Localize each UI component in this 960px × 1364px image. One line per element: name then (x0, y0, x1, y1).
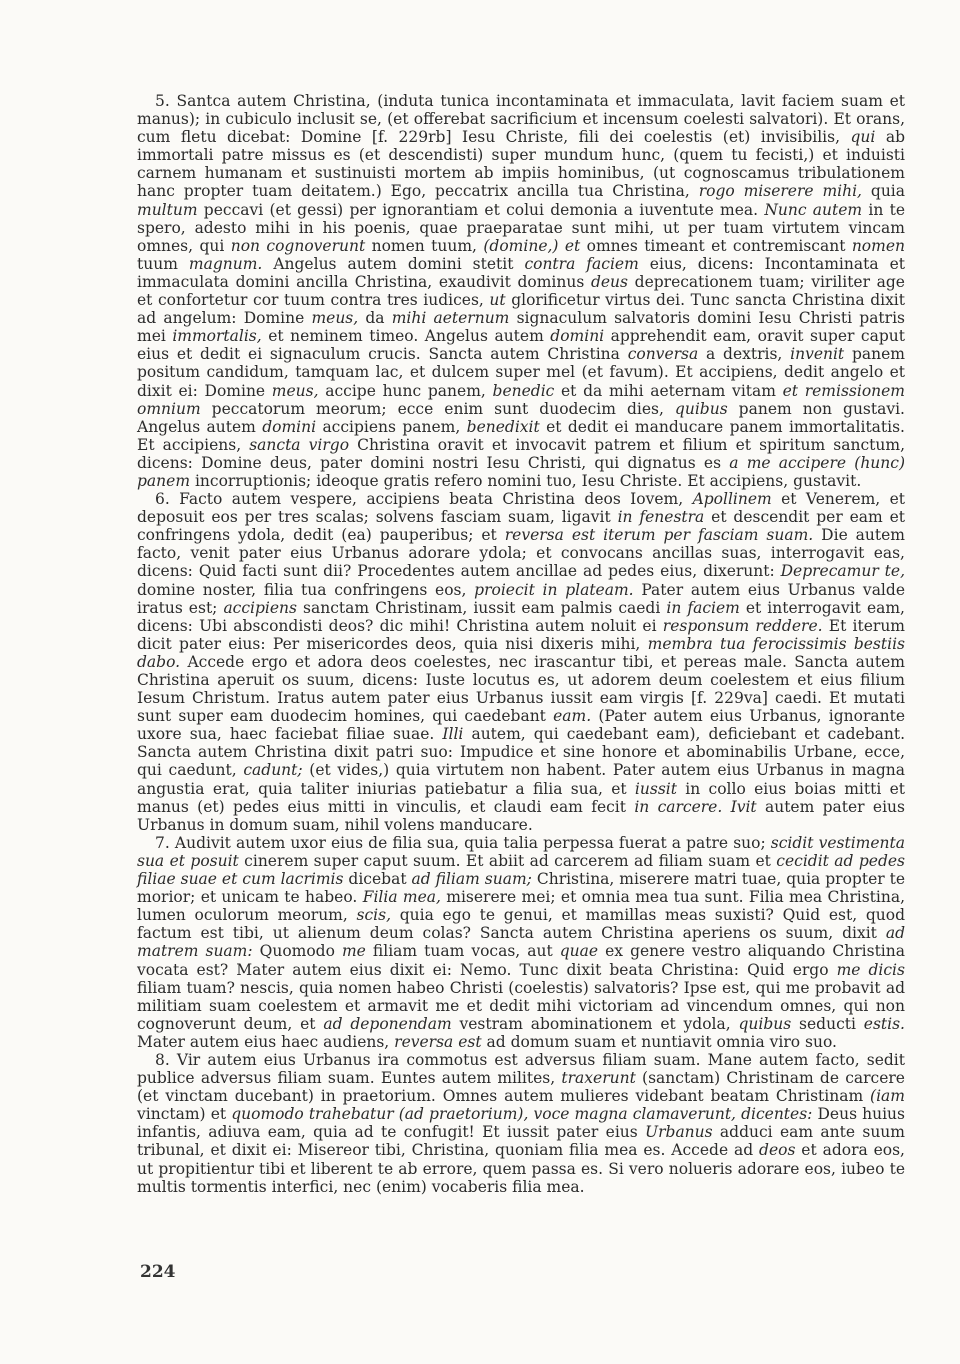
italic-text-run: immortalis, (172, 327, 262, 346)
italic-text-run: ad matrem suam: (137, 924, 905, 961)
text-run: in te spero, adesto mihi in his poenis, quae praeparatae sunt mihi, ut per tuam virtutem vincam omnes, qui (137, 200, 905, 255)
paragraph-6 (137, 490, 905, 834)
italic-text-run: invenit (790, 345, 845, 364)
text-run: Angelus autem domini stetit (262, 254, 525, 273)
text-run: 5. Santca autem Christina, (induta tunica incontaminata et immaculata, lavit faciem suam et manus); in cubiculo inclusit se, (et offerebat sacrificium et incensum coelesti salvatori). Et orans, cum fletu dicebat: Domine [f. 229rb] Iesu Christe, fili dei coelestis (et) invisibilis, (137, 92, 905, 147)
text-run: peccavi (et gessi) per ignorantiam et colui demonia a iuventute mea. (197, 200, 765, 219)
italic-text-run: in faciem (666, 598, 740, 617)
italic-text-run: reversa est iterum per fasciam suam. (504, 526, 814, 545)
text-run: (Pater autem eius Urbanus, ignorante uxore sua, haec faciebat filiae suae. (137, 707, 905, 744)
page-number: 224 (140, 1262, 176, 1282)
italic-text-run: benedic (492, 381, 555, 400)
italic-text-run: multum (137, 200, 198, 219)
italic-text-run: reversa est (394, 1032, 482, 1051)
italic-text-run: quibus (738, 1014, 792, 1033)
text-run: quia (861, 182, 905, 201)
text-run: vinctam) et (137, 1105, 232, 1124)
italic-text-run: in fenestra (617, 508, 705, 527)
italic-text-run: meus, (271, 381, 319, 400)
italic-text-run: benedixit (466, 417, 540, 436)
text-run: et descendit per eam et confringens ydola, dedit (ea) pauperibus; et (137, 508, 905, 545)
text-run: signaculum salvatoris domini Iesu Christi patris mei (137, 309, 905, 346)
text-run: sanctam Christinam, iussit eam palmis caedi (297, 598, 667, 617)
text-run: cinerem super caput suum. Et abiit ad carcerem ad filiam suam et (238, 851, 777, 870)
italic-text-run: non cognoverunt (230, 236, 366, 255)
text-run: eius, dicens: Incontaminata et immaculata domini ancilla Christina, exaudivit dominus (137, 254, 905, 291)
text-run: et adora eos, ut propitientur tibi et liberent te ab errore, quem passa es. Si vero nolueris adorare eos, iubeo te multis tormentis interfici, nec (enim) vocaberis filia mea. (137, 1141, 905, 1196)
text-run: a dextris, (698, 345, 791, 364)
text-run: Die autem facto, venit pater eius Urbanus adorare ydola; et convocans ancillas suas, interrogavit eas, dicens: Quid facti sunt dii? Procedentes autem ancillae ad pedes eius, dixerunt: (137, 526, 906, 581)
text-run: filiam tuam? nescis, quia nomen habeo Christi (coelestis) salvatoris? Ipse est, qui me probavit ad militiam suam coelestem et armavit me et dedit mihi victoriam ad vincendum omnes, qui non cognoverunt deum, et (137, 978, 905, 1033)
text-run: vestram abominationem et ydola, (451, 1014, 739, 1033)
italic-text-run: meus, (311, 309, 359, 328)
text-run: in collo eius boias mitti et manus (et) pedes eius mitti in vinculis, et claudi eam fecit (137, 779, 905, 816)
text-run: et interrogavit eam, dicens: Ubi abscondisti deos? dic mihi! Christina autem noluit ei (137, 598, 905, 635)
italic-text-run: rogo miserere mihi, (698, 182, 862, 201)
italic-text-run: ad deponendam (323, 1014, 452, 1033)
text-run: tuum (137, 254, 189, 273)
text-run: glorificetur virtus dei. Tunc sancta Christina dixit ad angelum: Domine (137, 291, 905, 328)
italic-text-run: Illi (442, 725, 464, 744)
text-run: seducti (791, 1014, 864, 1033)
italic-text-run: (iam (870, 1087, 905, 1106)
italic-text-run: qui (850, 128, 876, 147)
italic-text-run: deos (759, 1141, 796, 1160)
italic-text-run: iussit (634, 779, 677, 798)
italic-text-run: scis, (356, 906, 392, 925)
text-run: et neminem timeo. Angelus autem (261, 327, 551, 346)
text-run: Deus huius infantis, adiuva eam, quia ad te confugit! Et iussit pater eius (137, 1105, 905, 1142)
italic-text-run: me (341, 942, 366, 961)
text-run: accipiens panem, (316, 417, 467, 436)
italic-text-run: ut (489, 291, 506, 310)
italic-text-run: traxerunt (561, 1069, 636, 1088)
italic-text-run: accipiens (223, 598, 297, 617)
text-run: 6. Facto autem vespere, accipiens beata Christina deos Iovem, (155, 490, 693, 509)
italic-text-run: conversa (627, 345, 699, 364)
italic-text-run: responsum reddere. (662, 616, 823, 635)
italic-text-run: Deprecamur te, (780, 562, 905, 581)
italic-text-run: estis. (863, 1014, 905, 1033)
italic-text-run: ad filiam suam; (411, 870, 532, 889)
italic-text-run: proiecit in plateam. (474, 580, 634, 599)
text-block (137, 92, 905, 1196)
text-run: Christina, miserere matri tuae, quia propter te morior; et unicam te habeo. (137, 870, 906, 907)
text-run: ex genere vestro aliquando Christina vocata est? Mater autem eius dixit ei: Nemo. Tunc dixit beata Christina: Quid ergo (137, 942, 905, 979)
text-run: autem pater eius Urbanus in domum suam, nihil volens manducare. (137, 797, 905, 834)
text-run: apprehendit eam, oravit super caput eius et dedit ei signaculum crucis. Sancta autem Christina (137, 327, 905, 364)
text-run: quia ego te genui, et mamillas meas suxisti? Quid est, quod factum est tibi, ut alienum deum colas? Sancta autem Christina aperiens os suum, dixit (137, 906, 905, 943)
text-run: peccatorum meorum; ecce enim sunt duodecim dies, (200, 399, 675, 418)
text-run: deprecationem tuam; viriliter age et confortetur cor tuum contra tres iudices, (137, 272, 905, 310)
italic-text-run: Urbanus (645, 1123, 713, 1142)
text-run: miserere mei; et omnia mea tua sunt. Filia mea Christina, lumen oculorum meorum, (137, 888, 905, 925)
italic-text-run: Apollinem (692, 490, 772, 509)
text-run: incorruptionis; ideoque gratis refero nomini tuo, Iesu Christe. Et accipiens, gustavit. (190, 471, 862, 490)
italic-text-run: scidit vestimenta sua et posuit (137, 833, 905, 870)
text-run: domine noster, filia tua confringens eos, (137, 580, 475, 599)
text-run: (sanctam) Christinam de carcere (et vinctam ducebant) in praetorium. Omnes autem mulieres videbant beatam Christinam (137, 1069, 905, 1106)
text-run: dicebat (343, 870, 412, 889)
text-run: adduci eam ante suum tribunal, et dixit ei: Misereor tibi, Christina, quoniam filia mea es. Accede ad (137, 1123, 905, 1160)
italic-text-run: cecidit ad pedes filiae suae et cum lacrimis (137, 851, 906, 889)
italic-text-run: domini (550, 327, 605, 346)
text-run: et Venerem, et deposuit eos per tres scalas; solvens fasciam suam, ligavit (137, 490, 906, 527)
italic-text-run: Nunc autem (764, 200, 863, 219)
italic-text-run: me dicis (836, 960, 905, 979)
italic-text-run: eam. (553, 707, 592, 726)
italic-text-run: nomen (851, 236, 905, 255)
italic-text-run: Filia mea, (362, 888, 441, 907)
italic-text-run: quibus (674, 399, 728, 418)
paragraph-5 (137, 92, 905, 490)
italic-text-run: domini (262, 417, 317, 436)
text-run: panem positum candidum, tamquam lac, et dulcem super mel (et favum). Et accipiens, dedit angelo et dixit ei: Domine (137, 345, 905, 400)
italic-text-run: sancta virgo (249, 435, 350, 454)
text-run: accipe hunc panem, (318, 381, 493, 400)
italic-text-run: cadunt; (243, 761, 303, 780)
text-run: filiam tuam vocas, aut (365, 942, 560, 961)
italic-text-run: deus (590, 272, 628, 291)
italic-text-run: magnum. (188, 254, 263, 273)
italic-text-run: membra tua ferocissimis bestiis dabo. (137, 634, 905, 671)
italic-text-run: quae (559, 942, 599, 961)
text-run: et dedit ei manducare panem immortalitatis. Et accipiens, (137, 417, 905, 454)
text-run: Quomodo (252, 942, 342, 961)
text-run: panem non gustavi. Angelus autem (137, 399, 905, 436)
italic-text-run: quomodo trahebatur (ad praetorium), voce magna clamaverunt, dicentes: (231, 1105, 813, 1124)
italic-text-run: mihi aeternum (391, 309, 510, 328)
italic-text-run: (domine,) et (483, 236, 581, 255)
text-run: nomen tuum, (365, 236, 484, 255)
text-run: 7. Audivit autem uxor eius de filia sua, quia talia perpessa fuerat a patre suo; (155, 833, 771, 852)
text-run: Et iterum dicit pater eius: Per misericordes deos, quia nisi dixeris mihi, (137, 616, 905, 653)
paragraph-8 (137, 1051, 905, 1196)
text-run: da (358, 309, 392, 328)
text-run: et da mihi aeternam vitam (554, 381, 783, 400)
italic-text-run: contra faciem (524, 254, 639, 273)
italic-text-run: in carcere. Ivit (634, 797, 757, 816)
italic-text-run: et remissionem omnium (137, 381, 905, 418)
text-run: (et vides,) quia virtutem non habent. Pater autem eius Urbanus in magna angustia erat, quia taliter iniurias patiebatur a filia sua, et (137, 761, 905, 798)
text-run: autem, qui caedebant eam), deficiebant et cadebant. Sancta autem Christina dixit patri suo: Impudice et sine honore et abominabilis Urbane, ecce, qui caedunt, (137, 725, 905, 780)
text-run: ab immortali patre missus es (et descendisti) super mundum hunc, (quem tu fecisti,) et induisti carnem humanam et sustinuisti mortem ab impiis hominibus, (ut cognoscamus tribulationem hanc propter tuam deitatem.) Ego, peccatrix ancilla tua Christina, (137, 128, 905, 201)
paragraph-7 (137, 834, 905, 1051)
text-run: omnes timeant et contremiscant (580, 236, 852, 255)
text-run: 8. Vir autem eius Urbanus ira commotus est adversus filiam suam. Mane autem facto, sedit publice adversus filiam suam. Euntes autem milites, (137, 1050, 905, 1088)
text-run: Accede ergo et adora deos coelestes, nec irascantur tibi, et pereas male. Sancta autem Christina aperuit os suum, dicens: Iuste locutus es, ut adorem deum coelestem et eius filium Iesum Christum. Iratus autem pater eius Urbanus iussit eam virgis [f. 229va] caedi. Et mutati sunt super eam duodecim homines, qui caedebant (137, 652, 905, 726)
text-run: Pater autem eius Urbanus valde iratus est; (137, 580, 905, 617)
text-run: Christina oravit et invocavit patrem et filium et spiritum sanctum, dicens: Domine deus, pater domini nostri Iesu Christi, qui dignatus es (137, 435, 906, 472)
italic-text-run: a me accipere (hunc) panem (137, 453, 905, 490)
text-run: Mater autem eius haec audiens, (137, 1032, 395, 1051)
text-run: ad domum suam et nuntiavit omnia viro suo. (481, 1032, 837, 1051)
